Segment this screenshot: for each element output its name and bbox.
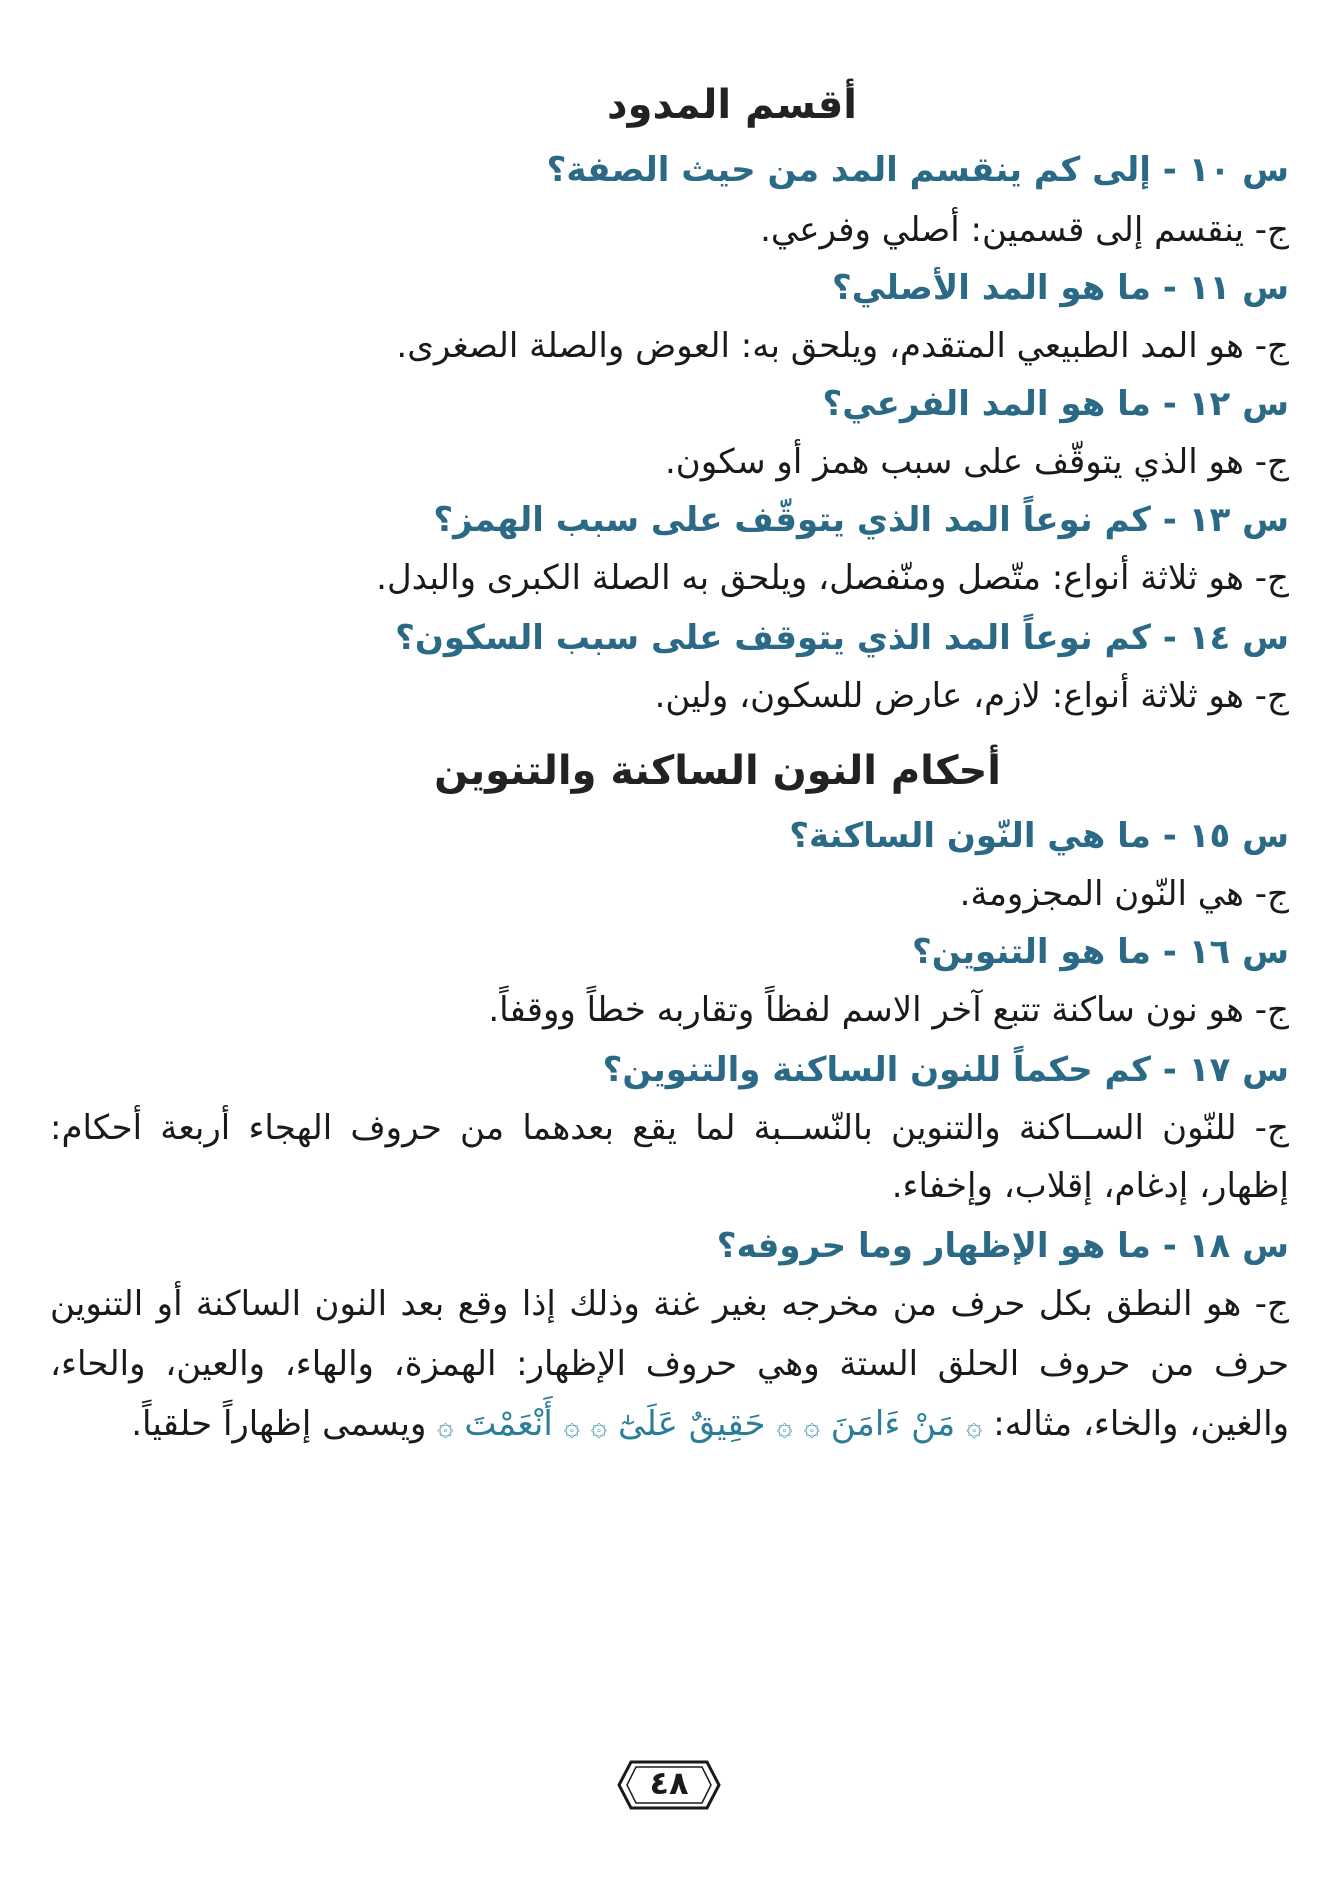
answer-15: ج- هي النّون المجزومة. [959,874,1289,914]
ornament-icon: ۞ [563,1409,580,1442]
question-17: س ١٧ - كم حكماً للنون الساكنة والتنوين؟ [602,1050,1289,1090]
page-number-text: ٤٨ [649,1764,689,1802]
question-16: س ١٦ - ما هو التنوين؟ [911,932,1289,972]
question-10: س ١٠ - إلى كم ينقسم المد من حيث الصفة؟ [546,150,1289,190]
answer-12: ج- هو الذي يتوقّف على سبب همز أو سكون. [664,442,1289,482]
answer-17-line-1: ج- للنّون الســاكنة والتنوين بالنّســبة لما يقع بعدهما من حروف الهجاء أربعة أحكام: [50,1108,1289,1148]
question-14: س ١٤ - كم نوعاً المد الذي يتوقف على سبب السكون؟ [395,618,1289,658]
quran-example-2: حَقِيقٌ عَلَىٰٓ [618,1404,766,1444]
question-13: س ١٣ - كم نوعاً المد الذي يتوقّف على سبب الهمز؟ [433,500,1289,540]
page-number [617,1758,721,1812]
question-18: س ١٨ - ما هو الإظهار وما حروفه؟ [716,1226,1289,1266]
quran-example-1: مَنْ ءَامَنَ [830,1404,956,1444]
answer-18-line-3-start: والغين، والخاء، مثاله: [993,1404,1289,1444]
ornament-icon: ۞ [966,1409,983,1442]
answer-18-line-3 [131,1404,1289,1444]
ornament-icon: ۞ [437,1409,454,1442]
answer-11: ج- هو المد الطبيعي المتقدم، ويلحق به: العوض والصلة الصغرى. [396,326,1289,366]
answer-17-line-2: إظهار، إدغام، إقلاب، وإخفاء. [891,1166,1289,1206]
answer-18-line-2: حرف من حروف الحلق الستة وهي حروف الإظهار: الهمزة، والهاء، والعين، والحاء، [50,1344,1289,1384]
ornament-icon: ۞ [803,1409,820,1442]
ornament-icon: ۞ [590,1409,608,1442]
answer-13: ج- هو ثلاثة أنواع: متّصل ومنّفصل، ويلحق به الصلة الكبرى والبدل. [376,558,1289,598]
section-title-nun: أحكام النون الساكنة والتنوين [434,748,1001,794]
ornament-icon: ۞ [776,1409,793,1442]
answer-14: ج- هو ثلاثة أنواع: لازم، عارض للسكون، ولين. [654,676,1289,716]
question-12: س ١٢ - ما هو المد الفرعي؟ [822,384,1289,424]
answer-18-line-1: ج- هو النطق بكل حرف من مخرجه بغير غنة وذلك إذا وقع بعد النون الساكنة أو التنوين [50,1284,1289,1324]
answer-18-line-3-end: ويسمى إظهاراً حلقياً. [131,1404,427,1444]
answer-10: ج- ينقسم إلى قسمين: أصلي وفرعي. [760,210,1289,250]
section-title-madd: أقسم المدود [607,82,857,128]
question-11: س ١١ - ما هو المد الأصلي؟ [832,268,1289,308]
question-15: س ١٥ - ما هي النّون الساكنة؟ [789,816,1289,856]
quran-example-3: أَنْعَمْتَ [464,1404,553,1444]
answer-16: ج- هو نون ساكنة تتبع آخر الاسم لفظاً وتقاربه خطاً ووقفاً. [488,990,1289,1030]
